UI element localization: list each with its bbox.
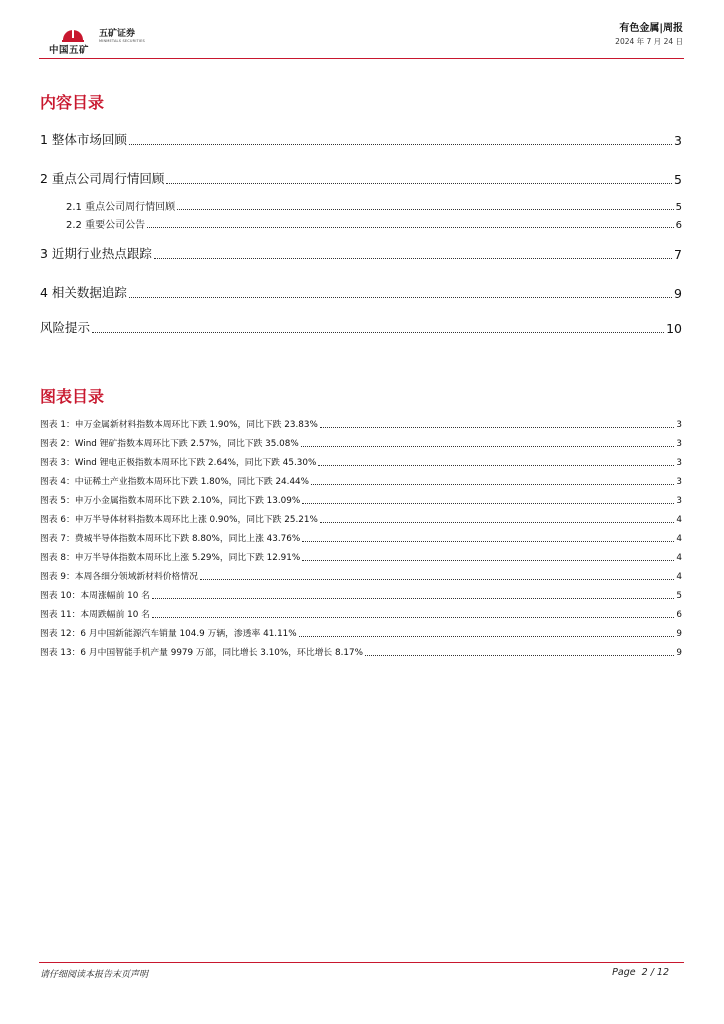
toc-entry[interactable] (40, 318, 682, 336)
figure-entry[interactable] (40, 417, 682, 430)
header-divider (39, 58, 684, 59)
dot-leader (177, 209, 674, 210)
figure-entry-label: 图表 7：费城半导体指数本周环比下跌 8.80%，同比上涨 43.76% (40, 534, 301, 544)
minmetals-emblem-icon (60, 22, 86, 42)
figure-entry-label: 图表 9：本周各细分领域新材料价格情况 (40, 572, 198, 582)
toc-entry-page: 10 (666, 321, 682, 336)
figure-entry[interactable] (40, 455, 682, 468)
toc-title: 内容目录 (40, 93, 105, 112)
dot-leader (129, 297, 672, 298)
toc-entry-page: 5 (674, 172, 682, 187)
toc-entry-page: 9 (674, 286, 682, 301)
report-date: 2024 年 7 月 24 日 (615, 37, 683, 46)
figure-entry-page: 4 (676, 515, 682, 525)
figure-entry-label: 图表 6：申万半导体材料指数本周环比上涨 0.90%，同比下跌 25.21% (40, 515, 318, 525)
footer-page-indicator (612, 967, 669, 978)
figure-entry-page: 3 (676, 439, 682, 449)
figure-entry[interactable] (40, 436, 682, 449)
dot-leader (320, 522, 675, 523)
dot-leader (311, 484, 674, 485)
figure-entry[interactable] (40, 512, 682, 525)
toc-entry-label: 2.1 重点公司周行情回顾 (66, 202, 176, 213)
dot-leader (302, 560, 674, 561)
toc-entry-page: 5 (675, 202, 682, 213)
figure-entry[interactable] (40, 588, 682, 601)
figure-entry-label: 图表 8：申万半导体指数本周环比上涨 5.29%，同比下跌 12.91% (40, 553, 301, 563)
figure-entry-label: 图表 1：申万金属新材料指数本周环比下跌 1.90%，同比下跌 23.83% (40, 420, 318, 430)
dot-leader (301, 446, 675, 447)
dot-leader (147, 227, 674, 228)
figure-entry-label: 图表 3：Wind 锂电正极指数本周环比下跌 2.64%，同比下跌 45.30% (40, 458, 317, 468)
footer-page-number: 2 / 12 (641, 967, 669, 978)
toc-subentry[interactable] (66, 198, 682, 213)
dot-leader (365, 655, 674, 656)
toc-entry-page: 6 (675, 220, 682, 231)
figure-entry[interactable] (40, 626, 682, 639)
toc-entry[interactable] (40, 283, 682, 301)
figure-entry-page: 6 (676, 610, 682, 620)
toc-entry-label: 4 相关数据追踪 (40, 285, 127, 300)
figure-entry[interactable] (40, 550, 682, 563)
dot-leader (154, 258, 672, 259)
toc-entry-page: 3 (674, 133, 682, 148)
toc-entry-label: 3 近期行业热点跟踪 (40, 246, 152, 261)
dot-leader (302, 541, 674, 542)
dot-leader (92, 332, 664, 333)
figure-entry-label: 图表 5：申万小金属指数本周环比下跌 2.10%，同比下跌 13.09% (40, 496, 301, 506)
figure-entry-label: 图表 10：本周涨幅前 10 名 (40, 591, 150, 601)
toc-entry-label: 1 整体市场回顾 (40, 132, 127, 147)
footer-page-label: Page (612, 967, 636, 978)
figure-entry-label: 图表 2：Wind 锂矿指数本周环比下跌 2.57%，同比下跌 35.08% (40, 439, 299, 449)
figure-entry[interactable] (40, 607, 682, 620)
figure-entry-page: 3 (676, 420, 682, 430)
figure-entry-page: 5 (676, 591, 682, 601)
figure-entry-page: 3 (676, 458, 682, 468)
footer-divider (39, 962, 684, 963)
figure-entry-page: 4 (676, 534, 682, 544)
dot-leader (152, 617, 674, 618)
dot-leader (320, 427, 675, 428)
figure-list-title: 图表目录 (40, 387, 105, 406)
company-logo (45, 22, 145, 56)
figure-entry-label: 图表 12：6 月中国新能源汽车销量 104.9 万辆，渗透率 41.11% (40, 629, 297, 639)
figure-entry-label: 图表 4：中证稀土产业指数本周环比下跌 1.80%，同比下跌 24.44% (40, 477, 310, 487)
dot-leader (318, 465, 674, 466)
logo-securities-english: MINMETALS SECURITIES (99, 39, 145, 43)
toc-entry-label: 2.2 重要公司公告 (66, 220, 146, 231)
dot-leader (166, 183, 672, 184)
figure-entry-page: 3 (676, 477, 682, 487)
logo-securities-name: 五矿证券 (99, 29, 136, 39)
logo-company-name: 中国五矿 (49, 45, 90, 56)
toc-subentry[interactable] (66, 216, 682, 231)
figure-entry-page: 9 (676, 629, 682, 639)
figure-entry-page: 4 (676, 553, 682, 563)
figure-entry[interactable] (40, 569, 682, 582)
figure-entry-page: 9 (676, 648, 682, 658)
toc-entry-label: 2 重点公司周行情回顾 (40, 171, 165, 186)
toc-entry-page: 7 (674, 247, 682, 262)
figure-entry-label: 图表 13：6 月中国智能手机产量 9979 万部，同比增长 3.10%，环比增长 8.17% (40, 648, 363, 658)
figure-entry[interactable] (40, 493, 682, 506)
figure-entry-page: 4 (676, 572, 682, 582)
dot-leader (129, 144, 672, 145)
dot-leader (302, 503, 674, 504)
report-category: 有色金属|周报 (619, 23, 683, 34)
figure-entry-label: 图表 11：本周跌幅前 10 名 (40, 610, 150, 620)
figure-entry[interactable] (40, 474, 682, 487)
figure-entry-page: 3 (676, 496, 682, 506)
toc-entry-label: 风险提示 (40, 320, 91, 335)
toc-entry[interactable] (40, 130, 682, 148)
toc-entry[interactable] (40, 244, 682, 262)
dot-leader (299, 636, 675, 637)
footer-disclaimer: 请仔细阅读本报告末页声明 (40, 970, 149, 980)
toc-entry[interactable] (40, 169, 682, 187)
figure-entry[interactable] (40, 645, 682, 658)
dot-leader (152, 598, 674, 599)
figure-entry[interactable] (40, 531, 682, 544)
dot-leader (200, 579, 674, 580)
